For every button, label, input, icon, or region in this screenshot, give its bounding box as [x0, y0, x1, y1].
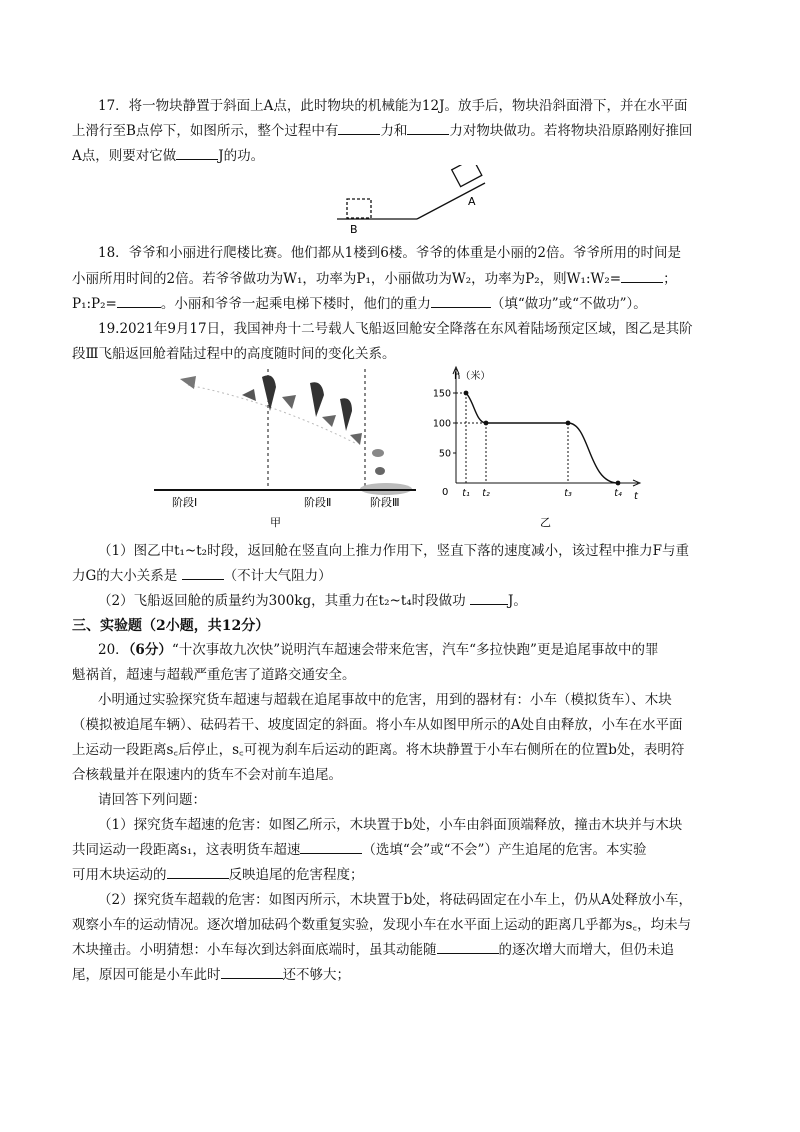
- q19-line2: 段Ⅲ飞船返回舱着陆过程中的高度随时间的变化关系。: [72, 346, 396, 362]
- q20-blank1[interactable]: [300, 839, 362, 854]
- series-line: [466, 393, 618, 483]
- q17-line2: 上滑行至B点停下，如图所示，整个过程中有 力和 力对物块做功。若将物块沿原路刚好推回: [72, 119, 736, 144]
- q20-p2-line2: （模拟被追尾车辆）、砝码若干、坡度固定的斜面。将小车从如图甲所示的A处自由释放，小车在水平面: [72, 717, 683, 733]
- q20-blank4[interactable]: [221, 964, 283, 979]
- capsule-icon: [180, 376, 196, 389]
- x-tick-label: t₃: [564, 488, 572, 499]
- q17-blank1[interactable]: [338, 120, 380, 135]
- origin-label: 0: [442, 487, 449, 498]
- capsule-icon: [282, 395, 296, 409]
- q20-sub2-line4: 尾，原因可能是小车此时 还不够大；: [72, 963, 736, 988]
- data-point: [464, 391, 469, 396]
- y-tick-label: 150: [432, 388, 451, 400]
- data-point: [566, 421, 571, 426]
- q20-sub2-line2: 观察小车的运动情况。逐次增加砝码个数重复实验，发现小车在水平面上运动的距离几乎都为s꜀，均未与: [72, 917, 692, 933]
- q17-blank2[interactable]: [407, 120, 449, 135]
- q20-sub2-line3: 木块撞击。小明猜想：小车每次到达斜面底端时，虽其动能随 的逐次增大而增大，但仍未追: [72, 938, 736, 963]
- chart-caption: 乙: [540, 516, 551, 529]
- parachute-icon: [372, 449, 384, 457]
- q17-line3: A点，则要对它做 J的功。: [72, 144, 736, 169]
- capsule-icon: [350, 433, 362, 445]
- q20-sub1-line3: 可用木块运动的 反映追尾的危害程度；: [72, 863, 736, 888]
- data-point: [616, 481, 621, 486]
- x-tick-label: t₄: [614, 488, 622, 499]
- stage2-label: 阶段Ⅱ: [304, 496, 332, 509]
- figure-jia-descent: [150, 365, 420, 530]
- y-axis-label: h（米）: [454, 371, 491, 382]
- q20-blank2[interactable]: [167, 864, 229, 879]
- q20-ask: 请回答下列问题：: [98, 792, 206, 808]
- q19-sub1-line1: （1）图乙中t₁~t₂时段，返回舱在竖直向上推力作用下，竖直下落的速度减小，该过程中推力F与重: [98, 543, 689, 559]
- q18-line3: P₁:P₂= 。小丽和爷爷一起乘电梯下楼时，他们的重力 （填“做功”或“不做功”）。: [72, 292, 736, 317]
- x-axis-label: t: [634, 491, 638, 502]
- q19-blank1[interactable]: [182, 565, 224, 580]
- parachute-icon: [310, 382, 324, 417]
- stage3-label: 阶段Ⅲ: [370, 496, 400, 509]
- capsule-icon: [242, 389, 256, 401]
- data-point: [484, 421, 489, 426]
- x-tick-label: t₂: [482, 488, 490, 499]
- q20-line1: 20．（6分）“十次事故九次快”说明汽车超速会带来危害，汽车“多拉快跑”更是追尾事故中的罪: [98, 642, 659, 658]
- q19-sub1-line2: 力G的大小关系是 （不计大气阻力）: [72, 564, 736, 589]
- q20-line2: 魁祸首，超速与超载严重危害了道路交通安全。: [72, 667, 356, 683]
- q17-incline-figure: [335, 165, 495, 235]
- label-a: A: [468, 195, 476, 208]
- stage1-label: 阶段Ⅰ: [172, 496, 198, 509]
- q18-line1: 18．爷爷和小丽进行爬楼比赛。他们都从1楼到6楼。爷爷的体重是小丽的2倍。爷爷所用的时间是: [98, 245, 681, 261]
- section-3-title: 三、实验题（2小题，共12分）: [72, 618, 270, 634]
- y-tick-label: 50: [438, 448, 451, 460]
- q20-sub1-line1: （1）探究货车超速的危害：如图乙所示，木块置于b处，小车由斜面顶端释放，撞击木块并与木块: [98, 817, 683, 833]
- q19-blank2[interactable]: [470, 590, 508, 605]
- q19-sub2-line: （2）飞船返回舱的质量约为300kg，其重力在t₂~t₄时段做功 J。: [72, 589, 736, 614]
- block-at-a: [452, 165, 482, 187]
- q20-p2-line4: 合核载量并在限速内的货车不会对前车追尾。: [72, 767, 342, 783]
- q18-blank3[interactable]: [431, 293, 491, 308]
- capsule-icon: [375, 467, 385, 475]
- block-at-b: [347, 199, 371, 218]
- q20-sub1-line2: 共同运动一段距离s₁，这表明货车超速 （选填“会”或“不会”）产生追尾的危害。本实验: [72, 838, 736, 863]
- q18-blank1[interactable]: [621, 268, 663, 283]
- label-b: B: [350, 223, 358, 235]
- q18-line2: 小丽所用时间的2倍。若爷爷做功为W₁，功率为P₁，小丽做功为W₂，功率为P₂，则W₁:W₂= ；: [72, 267, 736, 292]
- q20-p2-line3: 上运动一段距离s꜀后停止，s꜀可视为刹车后运动的距离。将木块静置于小车右侧所在的位置b处，表明符: [72, 742, 685, 758]
- q19-line1: 19.2021年9月17日，我国神舟十二号载人飞船返回舱安全降落在东风着陆场预定区域，图乙是其阶: [98, 321, 693, 337]
- q20-blank3[interactable]: [437, 939, 499, 954]
- q20-sub2-line1: （2）探究货车超载的危害：如图丙所示，木块置于b处，将砝码固定在小车上，仍从A处释放小车，: [98, 892, 692, 908]
- parachute-icon: [340, 398, 352, 431]
- figure-jia-caption: 甲: [270, 516, 281, 529]
- figure-yi-height-time-chart: [420, 365, 660, 530]
- capsule-icon: [322, 415, 336, 427]
- q20-p2-line1: 小明通过实验探究货车超速与超载在追尾事故中的危害，用到的器材有：小车（模拟货车）、木块: [98, 692, 672, 708]
- q17-blank3[interactable]: [176, 145, 218, 160]
- q18-blank2[interactable]: [117, 293, 161, 308]
- parachute-icon: [262, 375, 276, 411]
- y-tick-label: 100: [432, 418, 451, 430]
- x-tick-label: t₁: [462, 488, 470, 499]
- q17-line1: 17．将一物块静置于斜面上A点，此时物块的机械能为12J。放手后，物块沿斜面滑下，并在水平面: [98, 98, 688, 114]
